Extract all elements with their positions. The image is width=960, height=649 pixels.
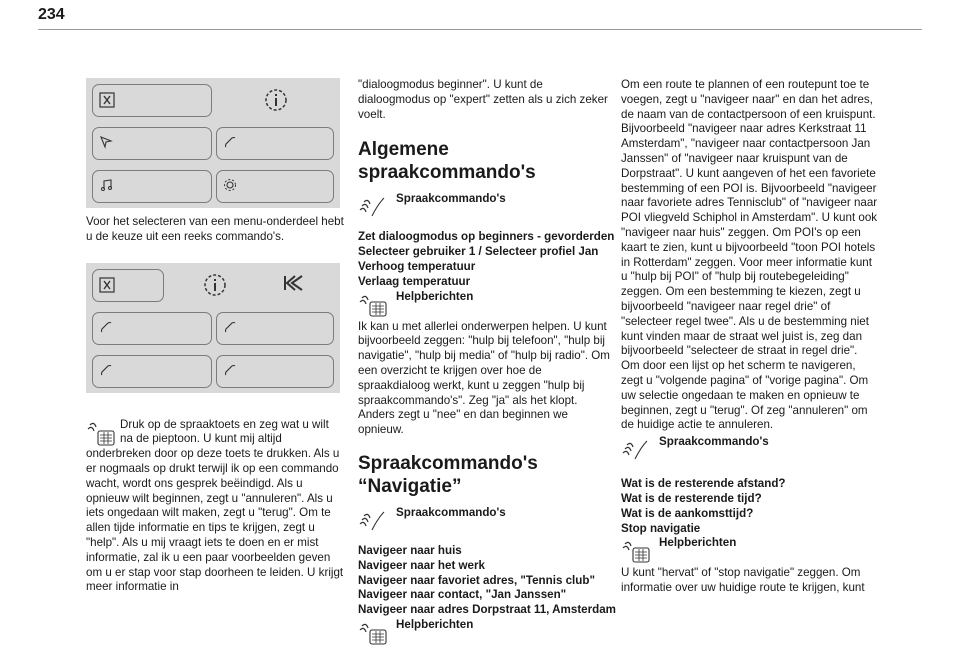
tile-navigation — [92, 127, 212, 160]
exit-icon — [99, 277, 115, 293]
top-divider — [38, 29, 922, 30]
voice-icon — [621, 437, 651, 463]
intro-continued: "dialoogmodus beginner". U kunt de dialoogmodus op "expert" zetten als u zich zeker voelt. — [358, 78, 608, 121]
intro-text: Druk op de spraaktoets en zeg wat u wilt na de pieptoon. U kunt mij altijd onderbreken door op deze toets te drukken. Als u er nogmaals op drukt terwijl ik op een commando wacht, wordt ons gesprek beëindigd. Als u opnieuw wilt beginnen, zegt u "annuleren". Als u iets ongedaan wilt maken, zegt u "terug". Om te allen tijde informatie en tips te krijgen, zegt u "help". Als u mij vraagt iets te doen en er mist informatie, zal ik u een paar voorbeelden geven om u er stap voor stap doorheen te leiden. U krijgt meer informatie in — [86, 417, 344, 594]
screen-illustration-1 — [86, 78, 340, 208]
rewind-icon — [282, 273, 306, 293]
navigation-paragraph: Om een route te plannen of een routepunt toe te voegen, zegt u "navigeer naar" en dan het adres, de naam van de contactpersoon of een kruispunt. Bijvoorbeeld "navigeer naar adres Kerkstraat 11 Amsterdam", "navigeer naar contactpersoon Jan Janssen" of "navigeer naar kruispunt van de Dorpstraat". U kunt aangeven of het een favoriete bestemming of een POI is. Bijvoorbeeld "navigeer naar favoriete adres Tennisclub" of "navigeer naar POI vliegveld Schiphol in Amsterdam". U kunt ook "navigeer naar huis" zeggen. Om POI's op een kaart te zien, kunt u bijvoorbeeld "toon POI hotels in Rotterdam" zeggen. Voor meer informatie kunt u "hulp bij POI" of "hulp bij routebegeleiding" zeggen. Om een bestemming te kiezen, zegt u bijvoorbeeld "navigeer naar regel drie" of "selecteer regel twee". Als u de bestemming niet kunt vinden maar de straat wel juist is, zeg dan bijvoorbeeld "selecteer de straat in regel drie". Om door een lijst op het scherm te navigeren, zegt u "volgende pagina" of "vorige pagina". Om uw selectie ongedaan te maken en opnieuw te beginnen, zegt u "terug". Of zeg "annuleren" om de huidige actie te annuleren. — [621, 78, 878, 432]
column-2 — [358, 78, 616, 644]
page-number: 234 — [38, 6, 65, 23]
tile-settings — [216, 170, 334, 203]
gear-icon — [223, 178, 237, 192]
voice-keypad-icon — [358, 292, 388, 318]
voice-icon — [358, 194, 388, 220]
command-item: Stop navigatie — [621, 521, 701, 535]
command-item: Navigeer naar favoriet adres, "Tennis club" — [358, 573, 595, 587]
phone-icon — [223, 320, 237, 334]
exit-icon — [99, 92, 115, 108]
phone-icon — [99, 363, 113, 377]
heading-navigation-voice-commands — [358, 452, 616, 498]
commands-list-1 — [358, 230, 616, 289]
intro-paragraph — [86, 418, 344, 596]
screen-illustration-2 — [86, 263, 340, 393]
help-messages-label-row — [358, 290, 616, 316]
tile-info — [216, 84, 334, 117]
navigation-arrow-icon — [99, 135, 113, 149]
command-item: Verhoog temperatuur — [358, 259, 476, 273]
tile-exit-2 — [92, 269, 164, 302]
command-item: Navigeer naar het werk — [358, 558, 485, 572]
info-icon — [203, 273, 227, 297]
voice-keypad-icon — [86, 419, 116, 447]
music-note-icon — [99, 178, 113, 192]
heading-line: Spraakcommando's — [358, 452, 538, 474]
phone-icon — [223, 363, 237, 377]
help-messages-label: Helpberichten — [396, 289, 474, 303]
voice-commands-label-row — [358, 192, 616, 220]
tile-media — [92, 170, 212, 203]
command-item: Verlaag temperatuur — [358, 274, 471, 288]
voice-commands-label-row-2 — [358, 506, 616, 534]
tile-option-1 — [92, 312, 212, 345]
commands-list-3 — [621, 477, 879, 536]
help-messages-label: Helpberichten — [659, 536, 737, 550]
help-messages-label-row-2 — [358, 618, 616, 644]
command-item: Navigeer naar huis — [358, 543, 462, 557]
command-item: Navigeer naar contact, "Jan Janssen" — [358, 588, 567, 602]
help-paragraph-3: U kunt "hervat" of "stop navigatie" zeggen. Om informatie over uw huidige route te krijgen, kunt — [621, 566, 865, 595]
command-item: Navigeer naar adres Dorpstraat 11, Amsterdam — [358, 603, 616, 617]
command-item: Wat is de aankomsttijd? — [621, 506, 754, 520]
tile-back — [252, 269, 334, 302]
tile-option-2 — [216, 312, 334, 345]
command-item: Zet dialoogmodus op beginners - gevorderden — [358, 230, 615, 244]
tile-info-2 — [182, 269, 246, 302]
voice-commands-label-row-3 — [621, 435, 879, 463]
tile-option-4 — [216, 355, 334, 388]
command-item: Selecteer gebruiker 1 / Selecteer profiel Jan — [358, 245, 599, 259]
heading-general-voice-commands: Algemene spraakcommando's — [358, 139, 536, 184]
voice-commands-label: Spraakcommando's — [396, 192, 506, 206]
voice-keypad-icon — [621, 538, 651, 564]
heading-line: “Navigatie” — [358, 475, 462, 497]
voice-keypad-icon — [358, 620, 388, 646]
phone-icon — [223, 135, 237, 149]
help-messages-label: Helpberichten — [396, 617, 474, 631]
caption: Voor het selecteren van een menu-onderdeel hebt u de keuze uit een reeks commando's. — [86, 215, 344, 243]
voice-commands-label: Spraakcommando's — [396, 505, 506, 519]
tile-exit — [92, 84, 212, 117]
help-paragraph-1: Ik kan u met allerlei onderwerpen helpen. U kunt bijvoorbeeld zeggen: "hulp bij telefoon", "hulp bij navigatie", "hulp bij media" of "hulp bij radio". Om een overzicht te krijgen over hoe de spraakdialoog werkt, kunt u zeggen "hulp bij spraakcommando's". Zeg "ja" als het klopt. Anders zegt u "nee" en dan beginnen we opnieuw. — [358, 319, 610, 437]
voice-commands-label: Spraakcommando's — [659, 435, 769, 449]
info-icon — [264, 88, 288, 112]
command-item: Wat is de resterende afstand? — [621, 477, 786, 491]
column-3 — [621, 78, 879, 596]
help-messages-label-row-3 — [621, 536, 879, 562]
column-1 — [86, 78, 344, 595]
voice-icon — [358, 508, 388, 534]
tile-phone — [216, 127, 334, 160]
tile-option-3 — [92, 355, 212, 388]
phone-icon — [99, 320, 113, 334]
commands-list-2 — [358, 544, 616, 618]
command-item: Wat is de resterende tijd? — [621, 491, 762, 505]
